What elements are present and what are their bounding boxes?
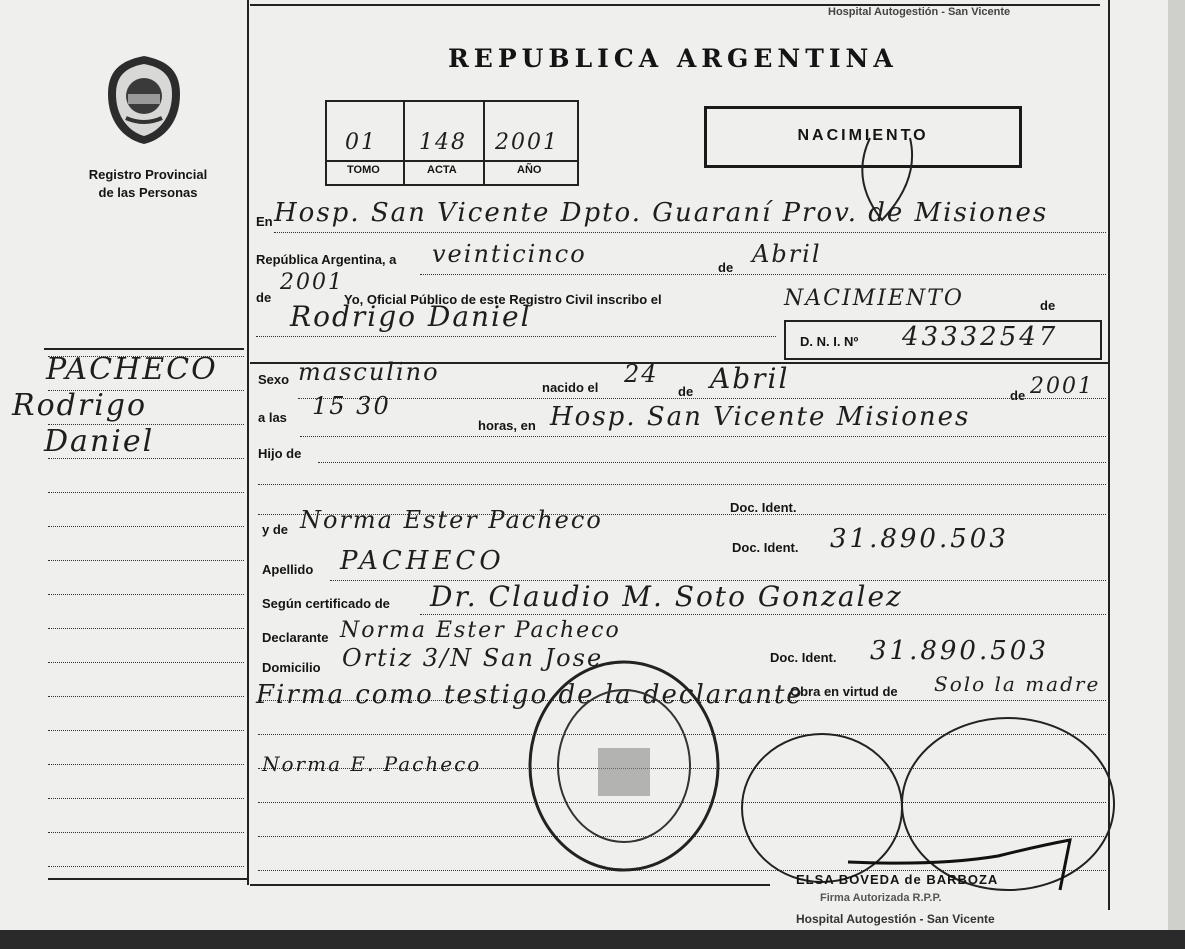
obra-label: Obra en virtud de xyxy=(790,684,898,699)
margin-ruled-line xyxy=(48,458,244,459)
margin-ruled-line xyxy=(48,764,244,765)
margin-middle-name: Daniel xyxy=(44,424,155,459)
record-number-box xyxy=(325,100,579,186)
margin-divider xyxy=(247,0,249,885)
birth-time: 15 30 xyxy=(312,392,391,420)
act-value: NACIMIENTO xyxy=(784,286,964,311)
en-label: En xyxy=(256,214,273,229)
sexo-value: masculino xyxy=(298,358,440,386)
hospital-stamp-bottom: Hospital Autogestión - San Vicente xyxy=(796,912,995,926)
official-title: Firma Autorizada R.P.P. xyxy=(820,892,942,904)
birth-year: 2001 xyxy=(1030,374,1094,399)
box-label-rule xyxy=(327,160,577,162)
margin-ruled-line xyxy=(48,798,244,799)
box-divider-1 xyxy=(403,102,405,184)
page-edge xyxy=(1168,0,1185,949)
margin-ruled-line xyxy=(48,492,244,493)
de-label-2: de xyxy=(256,290,272,305)
republica-label: República Argentina, a xyxy=(256,252,397,267)
dni-box xyxy=(784,320,1102,360)
sexo-label: Sexo xyxy=(258,372,290,387)
margin-ruled-line xyxy=(48,560,244,561)
alas-label: a las xyxy=(258,410,287,425)
registry-line-1: Registro Provincial xyxy=(88,167,208,182)
margin-ruled-line xyxy=(48,390,244,391)
mother-doc-label: Doc. Ident. xyxy=(732,540,799,555)
line-place xyxy=(274,232,1106,233)
birth-place: Hosp. San Vicente Misiones xyxy=(550,402,971,432)
official-stamp-icon xyxy=(524,656,724,876)
registry-line-2: de las Personas xyxy=(98,185,198,200)
registration-month: Abril xyxy=(752,240,822,268)
mother-name: Norma Ester Pacheco xyxy=(300,506,603,534)
registration-place: Hosp. San Vicente Dpto. Guaraní Prov. de Misiones xyxy=(274,198,1049,228)
margin-ruled-line xyxy=(48,356,244,357)
declarante-doc-label: Doc. Ident. xyxy=(770,650,837,665)
margin-rule xyxy=(44,348,244,350)
apellido-value: PACHECO xyxy=(340,546,505,576)
birth-month: Abril xyxy=(710,362,790,395)
child-name: Rodrigo Daniel xyxy=(290,300,532,333)
margin-ruled-line xyxy=(48,526,244,527)
acta-value: 148 xyxy=(419,130,467,155)
de-label-1: de xyxy=(718,260,734,275)
nacido-label: nacido el xyxy=(542,380,599,395)
box-divider-2 xyxy=(483,102,485,184)
ano-value: 2001 xyxy=(495,130,559,155)
officer-statement: Yo, Oficial Público de este Registro Civil inscribo el xyxy=(344,292,662,307)
hospital-stamp-top: Hospital Autogestión - San Vicente xyxy=(828,6,1011,18)
line-segun xyxy=(420,614,1106,615)
official-name: ELSA BOVEDA de BARBOZA xyxy=(796,872,999,887)
act-type-label: NACIMIENTO xyxy=(797,127,929,144)
margin-bottom-rule xyxy=(48,878,248,880)
registry-name xyxy=(60,166,236,202)
line-father-2 xyxy=(258,484,1106,485)
margin-ruled-line xyxy=(48,696,244,697)
horas-label: horas, en xyxy=(478,418,536,433)
mother-signature: Norma E. Pacheco xyxy=(262,752,482,776)
declarante-doc: 31.890.503 xyxy=(870,636,1049,666)
hijo-label: Hijo de xyxy=(258,446,302,461)
mother-doc: 31.890.503 xyxy=(830,524,1009,554)
birth-day: 24 xyxy=(624,360,659,388)
certifying-doctor: Dr. Claudio M. Soto Gonzalez xyxy=(430,580,903,613)
margin-surname: PACHECO xyxy=(46,352,218,387)
form-bottom-rule xyxy=(250,884,770,886)
de-label-5: de xyxy=(1010,388,1026,403)
dni-value: 43332547 xyxy=(902,322,1059,352)
margin-ruled-line xyxy=(48,730,244,731)
de-label-4: de xyxy=(678,384,694,399)
tomo-label: TOMO xyxy=(347,164,380,176)
margin-ruled-line xyxy=(48,832,244,833)
page-shadow xyxy=(0,930,1185,949)
registration-day: veinticinco xyxy=(432,240,587,268)
domicilio-value: Ortiz 3/N San Jose xyxy=(342,644,604,672)
ano-label: AÑO xyxy=(517,164,542,176)
tomo-value: 01 xyxy=(345,130,377,155)
apellido-label: Apellido xyxy=(262,562,314,577)
yde-label: y de xyxy=(262,522,289,537)
margin-ruled-line xyxy=(48,662,244,663)
line-birth xyxy=(298,398,1106,399)
declarante-label: Declarante xyxy=(262,630,329,645)
document-title: REPUBLICA ARGENTINA xyxy=(448,44,898,73)
margin-ruled-line xyxy=(48,424,244,425)
line-birth-place xyxy=(300,436,1106,437)
margin-ruled-line xyxy=(48,594,244,595)
provincial-seal-icon xyxy=(104,54,184,146)
witness-note: Firma como testigo de la declarante xyxy=(256,680,804,710)
de-label-3: de xyxy=(1040,298,1056,313)
domicilio-label: Domicilio xyxy=(262,660,321,675)
margin-given-name: Rodrigo xyxy=(12,388,148,423)
line-date xyxy=(420,274,1106,275)
margin-ruled-line xyxy=(48,628,244,629)
registration-year: 2001 xyxy=(280,270,344,295)
line-name xyxy=(256,336,776,337)
acta-label: ACTA xyxy=(427,164,457,176)
father-doc-label: Doc. Ident. xyxy=(730,500,797,515)
dni-label: D. N. I. Nº xyxy=(800,334,859,349)
line-father xyxy=(318,462,1106,463)
obra-value: Solo la madre xyxy=(934,672,1101,696)
segun-label: Según certificado de xyxy=(262,596,390,611)
margin-ruled-line xyxy=(48,866,244,867)
declarante-value: Norma Ester Pacheco xyxy=(340,618,621,643)
